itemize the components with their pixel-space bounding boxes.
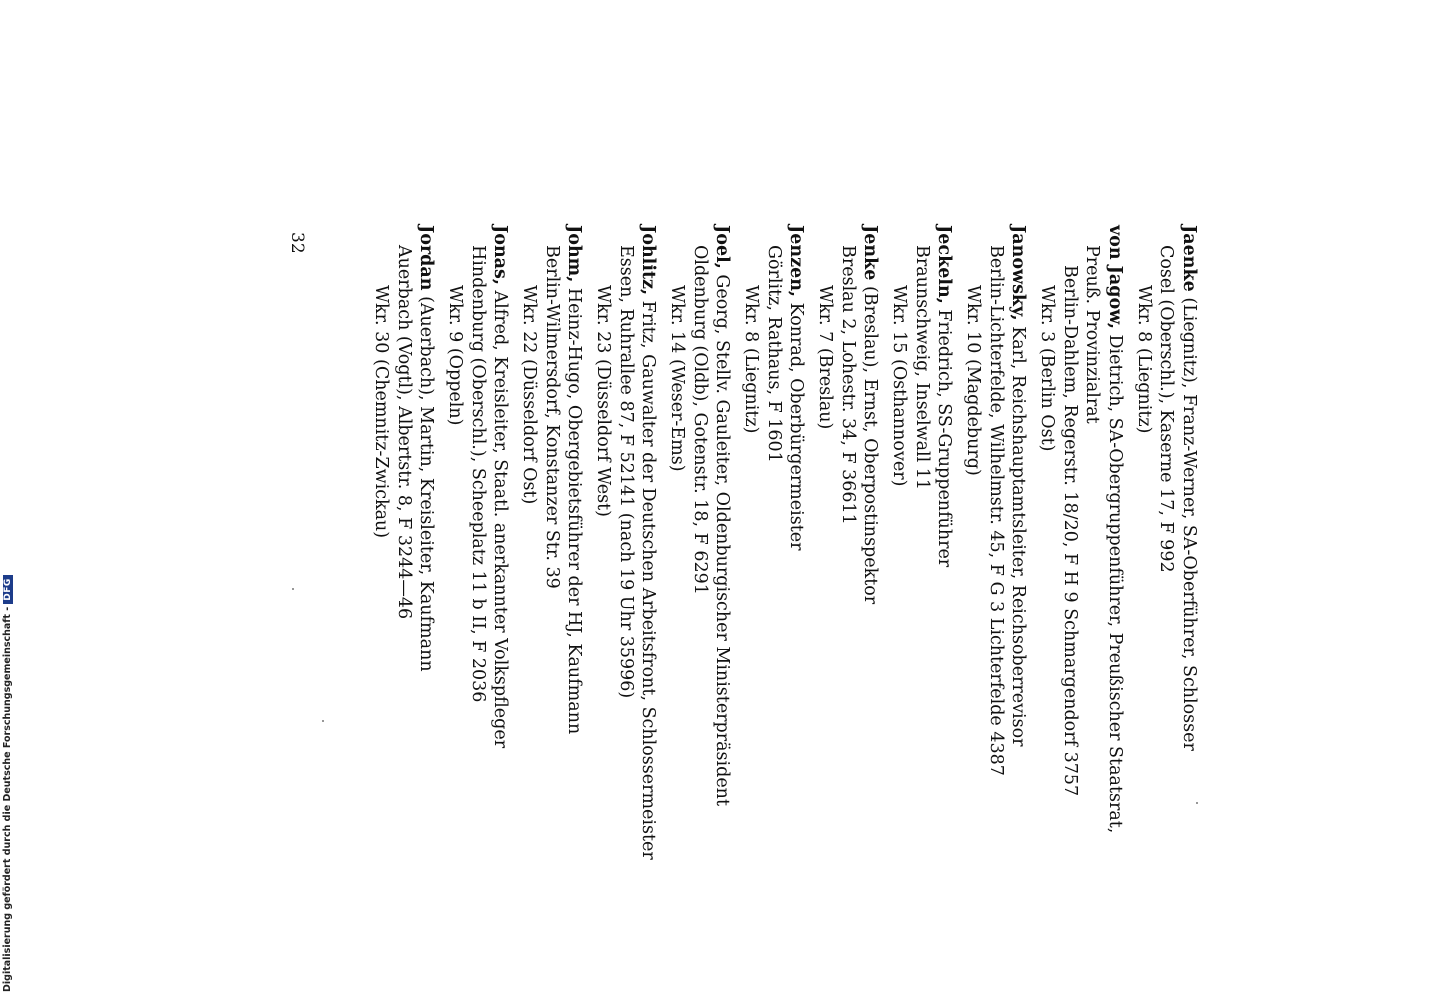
entry-detail-line bbox=[370, 225, 393, 845]
entry-text: Hindenburg (Oberschl.), Scheeplatz 11 b II, F 2036 bbox=[468, 245, 488, 703]
entry-text: Fritz, Gauwalter der Deutschen Arbeitsfront, Schlossermeister bbox=[638, 300, 659, 860]
entry-text: Konrad, Oberbürgermeister bbox=[786, 302, 807, 551]
entry-text: Berlin-Wilmersdorf, Konstanzer Str. 39 bbox=[542, 245, 562, 589]
entry-name: Jenke bbox=[860, 225, 881, 281]
entry-text: Dietrich, SA-Obergruppenführer, Preußischer Staatsrat, bbox=[1105, 334, 1125, 834]
entry-detail-line bbox=[962, 225, 985, 845]
entry-name: Jenzen, bbox=[786, 225, 807, 298]
entry-first-line bbox=[637, 225, 660, 860]
entry-detail-line bbox=[911, 225, 934, 845]
scan-speck bbox=[322, 720, 324, 722]
entry-text: Wkr. 3 (Berlin Ost) bbox=[1037, 285, 1058, 452]
entry-name: Jeckeln, bbox=[934, 225, 955, 304]
entry-text: Georg, Stellv. Gauleiter, Oldenburgischer Ministerpräsident bbox=[712, 274, 733, 806]
entry-first-line bbox=[1178, 225, 1201, 845]
entry-text: (Liegnitz), Franz-Werner, SA-Oberführer, Schlosser bbox=[1179, 297, 1199, 751]
entry-name: Jordan bbox=[416, 225, 437, 291]
entry-detail-line bbox=[814, 225, 837, 845]
directory-entry bbox=[518, 225, 586, 845]
entry-name: Janowsky, bbox=[1008, 225, 1029, 321]
entry-detail-line bbox=[615, 225, 638, 845]
entry-detail-line bbox=[1036, 225, 1059, 845]
entry-first-line bbox=[1104, 225, 1127, 845]
entry-text: Oldenburg (Oldb), Gotenstr. 18, F 6291 bbox=[690, 245, 710, 595]
entry-first-line bbox=[933, 225, 956, 845]
entry-text: (Auerbach), Martin, Kreisleiter, Kaufmann bbox=[416, 296, 437, 672]
entry-text: Wkr. 7 (Breslau) bbox=[815, 285, 836, 430]
scan-speck bbox=[1196, 802, 1198, 804]
entry-text: Wkr. 22 (Düsseldorf Ost) bbox=[519, 285, 540, 505]
entry-name: Jaenke bbox=[1179, 225, 1199, 292]
entry-first-line bbox=[859, 225, 882, 845]
entry-detail-line bbox=[763, 225, 786, 845]
entry-text: Heinz-Hugo, Obergebietsführer der HJ, Kaufmann bbox=[564, 287, 585, 735]
entry-detail-line bbox=[444, 225, 467, 845]
entry-first-line bbox=[563, 225, 586, 845]
entry-text: Wkr. 8 (Liegnitz) bbox=[1134, 285, 1154, 434]
entry-first-line bbox=[415, 225, 438, 845]
entry-text: Karl, Reichshauptamtsleiter, Reichsoberrevisor bbox=[1008, 326, 1029, 747]
entry-detail-line bbox=[1155, 225, 1178, 845]
entry-name: Joel, bbox=[712, 225, 733, 269]
directory-entry bbox=[370, 225, 438, 845]
credit-text: Digitalisierung gefördert durch die Deutsche Forschungsgemeinschaft - bbox=[2, 606, 13, 992]
entry-detail-line bbox=[541, 225, 564, 845]
entry-text: Alfred, Kreisleiter, Staatl. anerkannter Volkspfleger bbox=[490, 290, 511, 749]
entry-text: Wkr. 14 (Weser-Ems) bbox=[667, 285, 688, 472]
entry-list bbox=[270, 225, 1200, 860]
scan-speck bbox=[292, 588, 294, 590]
page-number: 32 bbox=[287, 232, 307, 254]
entry-detail-line bbox=[592, 225, 615, 845]
digitization-credit bbox=[2, 575, 13, 992]
entry-text: Wkr. 8 (Liegnitz) bbox=[741, 285, 762, 434]
entry-detail-line bbox=[666, 225, 689, 845]
entry-text: Berlin-Lichterfelde, Wilhelmstr. 45, F G 3 Lichterfelde 4387 bbox=[986, 245, 1006, 776]
entry-text: Essen, Ruhrallee 87, F 52141 (nach 19 Uhr 35996) bbox=[616, 245, 636, 699]
entry-detail-line bbox=[888, 225, 911, 845]
directory-entry bbox=[666, 225, 734, 845]
entry-first-line bbox=[711, 225, 734, 845]
entry-first-line bbox=[785, 225, 808, 845]
entry-name: Johlitz, bbox=[638, 225, 659, 296]
entry-detail-line bbox=[740, 225, 763, 845]
directory-entry bbox=[962, 225, 1030, 845]
entry-name: Jonas, bbox=[490, 225, 511, 285]
entry-text: Wkr. 30 (Chemnitz-Zwickau) bbox=[371, 285, 392, 539]
entry-detail-line bbox=[467, 225, 490, 845]
entry-detail-line bbox=[1133, 225, 1156, 845]
directory-entry bbox=[888, 225, 956, 845]
entry-detail-line bbox=[689, 225, 712, 845]
entry-name: Johm, bbox=[564, 225, 585, 283]
entry-detail-line bbox=[1081, 225, 1104, 845]
directory-entry bbox=[1036, 225, 1126, 845]
directory-entry bbox=[592, 225, 660, 860]
entry-text: (Breslau), Ernst, Oberpostinspektor bbox=[860, 285, 881, 605]
entry-text: Friedrich, SS-Gruppenführer bbox=[934, 309, 955, 568]
entry-text: Wkr. 15 (Osthannover) bbox=[889, 285, 910, 487]
entry-text: Preuß. Provinzialrat bbox=[1082, 245, 1103, 424]
entry-text: Breslau 2, Lohestr. 34, F 36611 bbox=[838, 245, 858, 525]
entry-name: von Jagow, bbox=[1105, 225, 1125, 329]
entry-text: Auerbach (Vogtl), Albertstr. 8, F 3244—46 bbox=[394, 245, 414, 620]
document-page bbox=[270, 225, 1210, 1000]
dfg-logo: DFG bbox=[3, 575, 13, 604]
entry-text: Berlin-Dahlem, Regerstr. 18/20, F H 9 Schmargendorf 3757 bbox=[1060, 265, 1080, 797]
entry-text: Cosel (Oberschl.), Kaserne 17, F 992 bbox=[1156, 245, 1177, 573]
directory-entry bbox=[814, 225, 882, 845]
entry-text: Wkr. 10 (Magdeburg) bbox=[963, 285, 984, 476]
entry-detail-line bbox=[985, 225, 1008, 845]
entry-text: Wkr. 23 (Düsseldorf West) bbox=[593, 285, 614, 517]
directory-entry bbox=[444, 225, 512, 845]
directory-entry bbox=[740, 225, 808, 845]
entry-text: Wkr. 9 (Oppeln) bbox=[445, 285, 466, 426]
entry-detail-line bbox=[393, 225, 416, 845]
entry-detail-line bbox=[1059, 225, 1082, 845]
entry-detail-line bbox=[518, 225, 541, 845]
entry-first-line bbox=[1007, 225, 1030, 845]
entry-text: Görlitz, Rathaus, F 1601 bbox=[764, 245, 784, 463]
entry-detail-line bbox=[837, 225, 860, 845]
entry-text: Braunschweig, Inselwall 11 bbox=[912, 245, 932, 491]
entry-first-line bbox=[489, 225, 512, 845]
directory-entry bbox=[1133, 225, 1201, 845]
